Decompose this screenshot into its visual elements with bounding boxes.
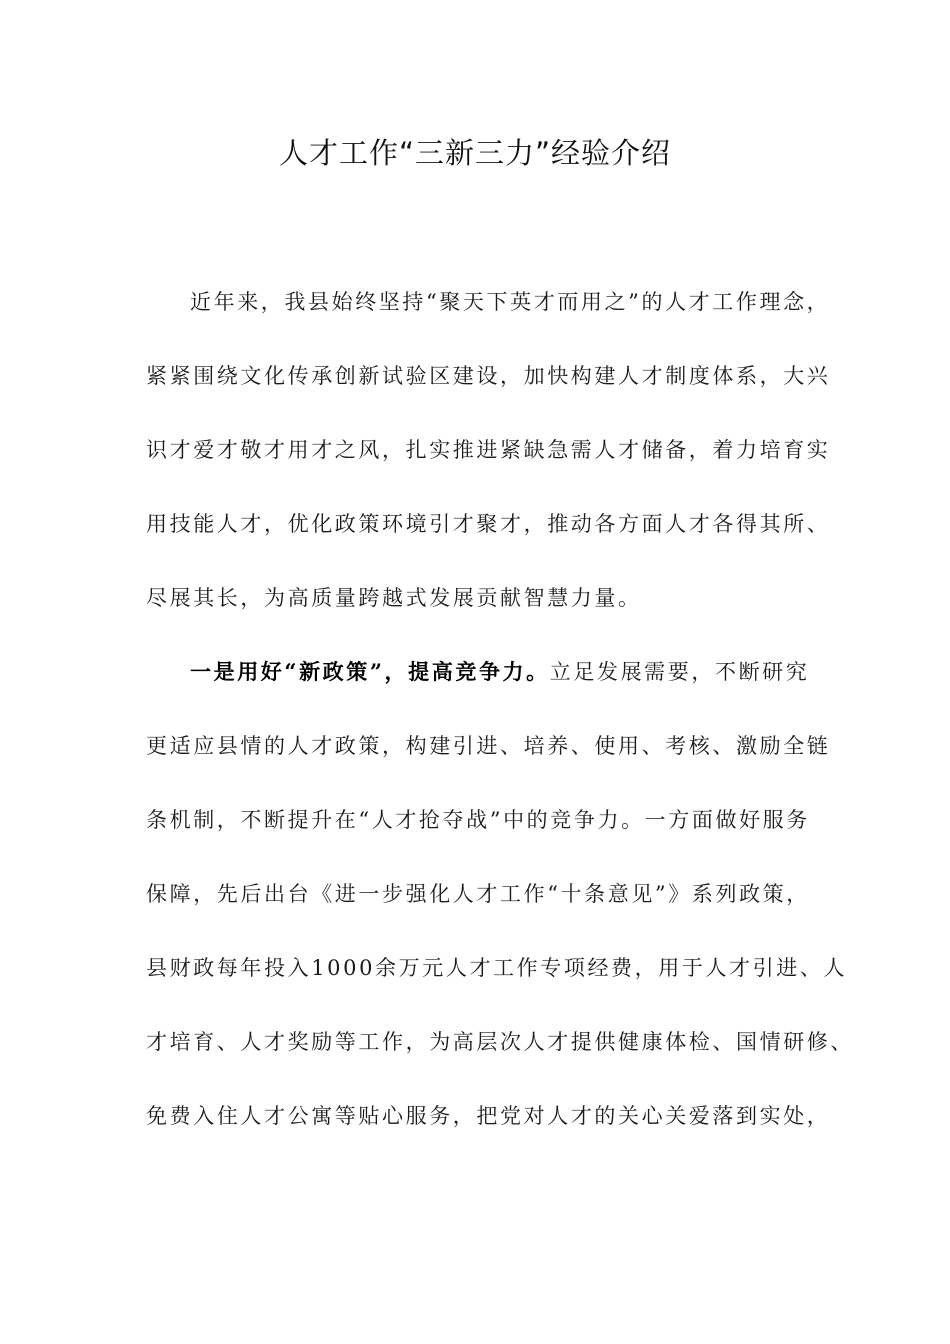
paragraph-2-line-1 (146, 644, 808, 718)
paragraph-2-line-6: 才培育、人才奖励等工作，为高层次人才提供健康体检、国情研修、 (146, 1030, 854, 1054)
document-body (146, 274, 854, 1162)
paragraph-2-line-4: 保障，先后出台《进一步强化人才工作“十条意见”》系列政策， (146, 882, 810, 906)
paragraph-2-line-7: 免费入住人才公寓等贴心服务，把党对人才的关心关爱落到实处， (146, 1104, 831, 1128)
paragraph-1-line-4: 用技能人才，优化政策环境引才聚才，推动各方面人才各得其所、 (146, 512, 831, 536)
paragraph-2-heading: 一是用好“新政策”，提高竞争力。 (190, 659, 550, 684)
paragraph-2-first-line-text: 立足发展需要，不断研究 (549, 660, 810, 684)
paragraph-1-line-1: 近年来，我县始终坚持“聚天下英才而用之”的人才工作理念， (190, 290, 831, 314)
paragraph-1-line-5: 尽展其长，为高质量跨越式发展贡献智慧力量。 (146, 586, 642, 610)
document-title: 人才工作“三新三力”经验介绍 (278, 136, 672, 170)
paragraph-1-line-3: 识才爱才敬才用才之风，扎实推进紧缺急需人才储备，着力培育实 (146, 438, 831, 462)
paragraph-2-line-3: 条机制，不断提升在“人才抢夺战”中的竞争力。一方面做好服务 (146, 808, 810, 832)
paragraph-1-line-2: 紧紧围绕文化传承创新试验区建设，加快构建人才制度体系，大兴 (146, 364, 831, 388)
paragraph-2-line-5: 县财政每年投入1000余万元人才工作专项经费，用于人才引进、人 (146, 956, 848, 980)
paragraph-2-line-2: 更适应县情的人才政策，构建引进、培养、使用、考核、激励全链 (146, 734, 831, 758)
